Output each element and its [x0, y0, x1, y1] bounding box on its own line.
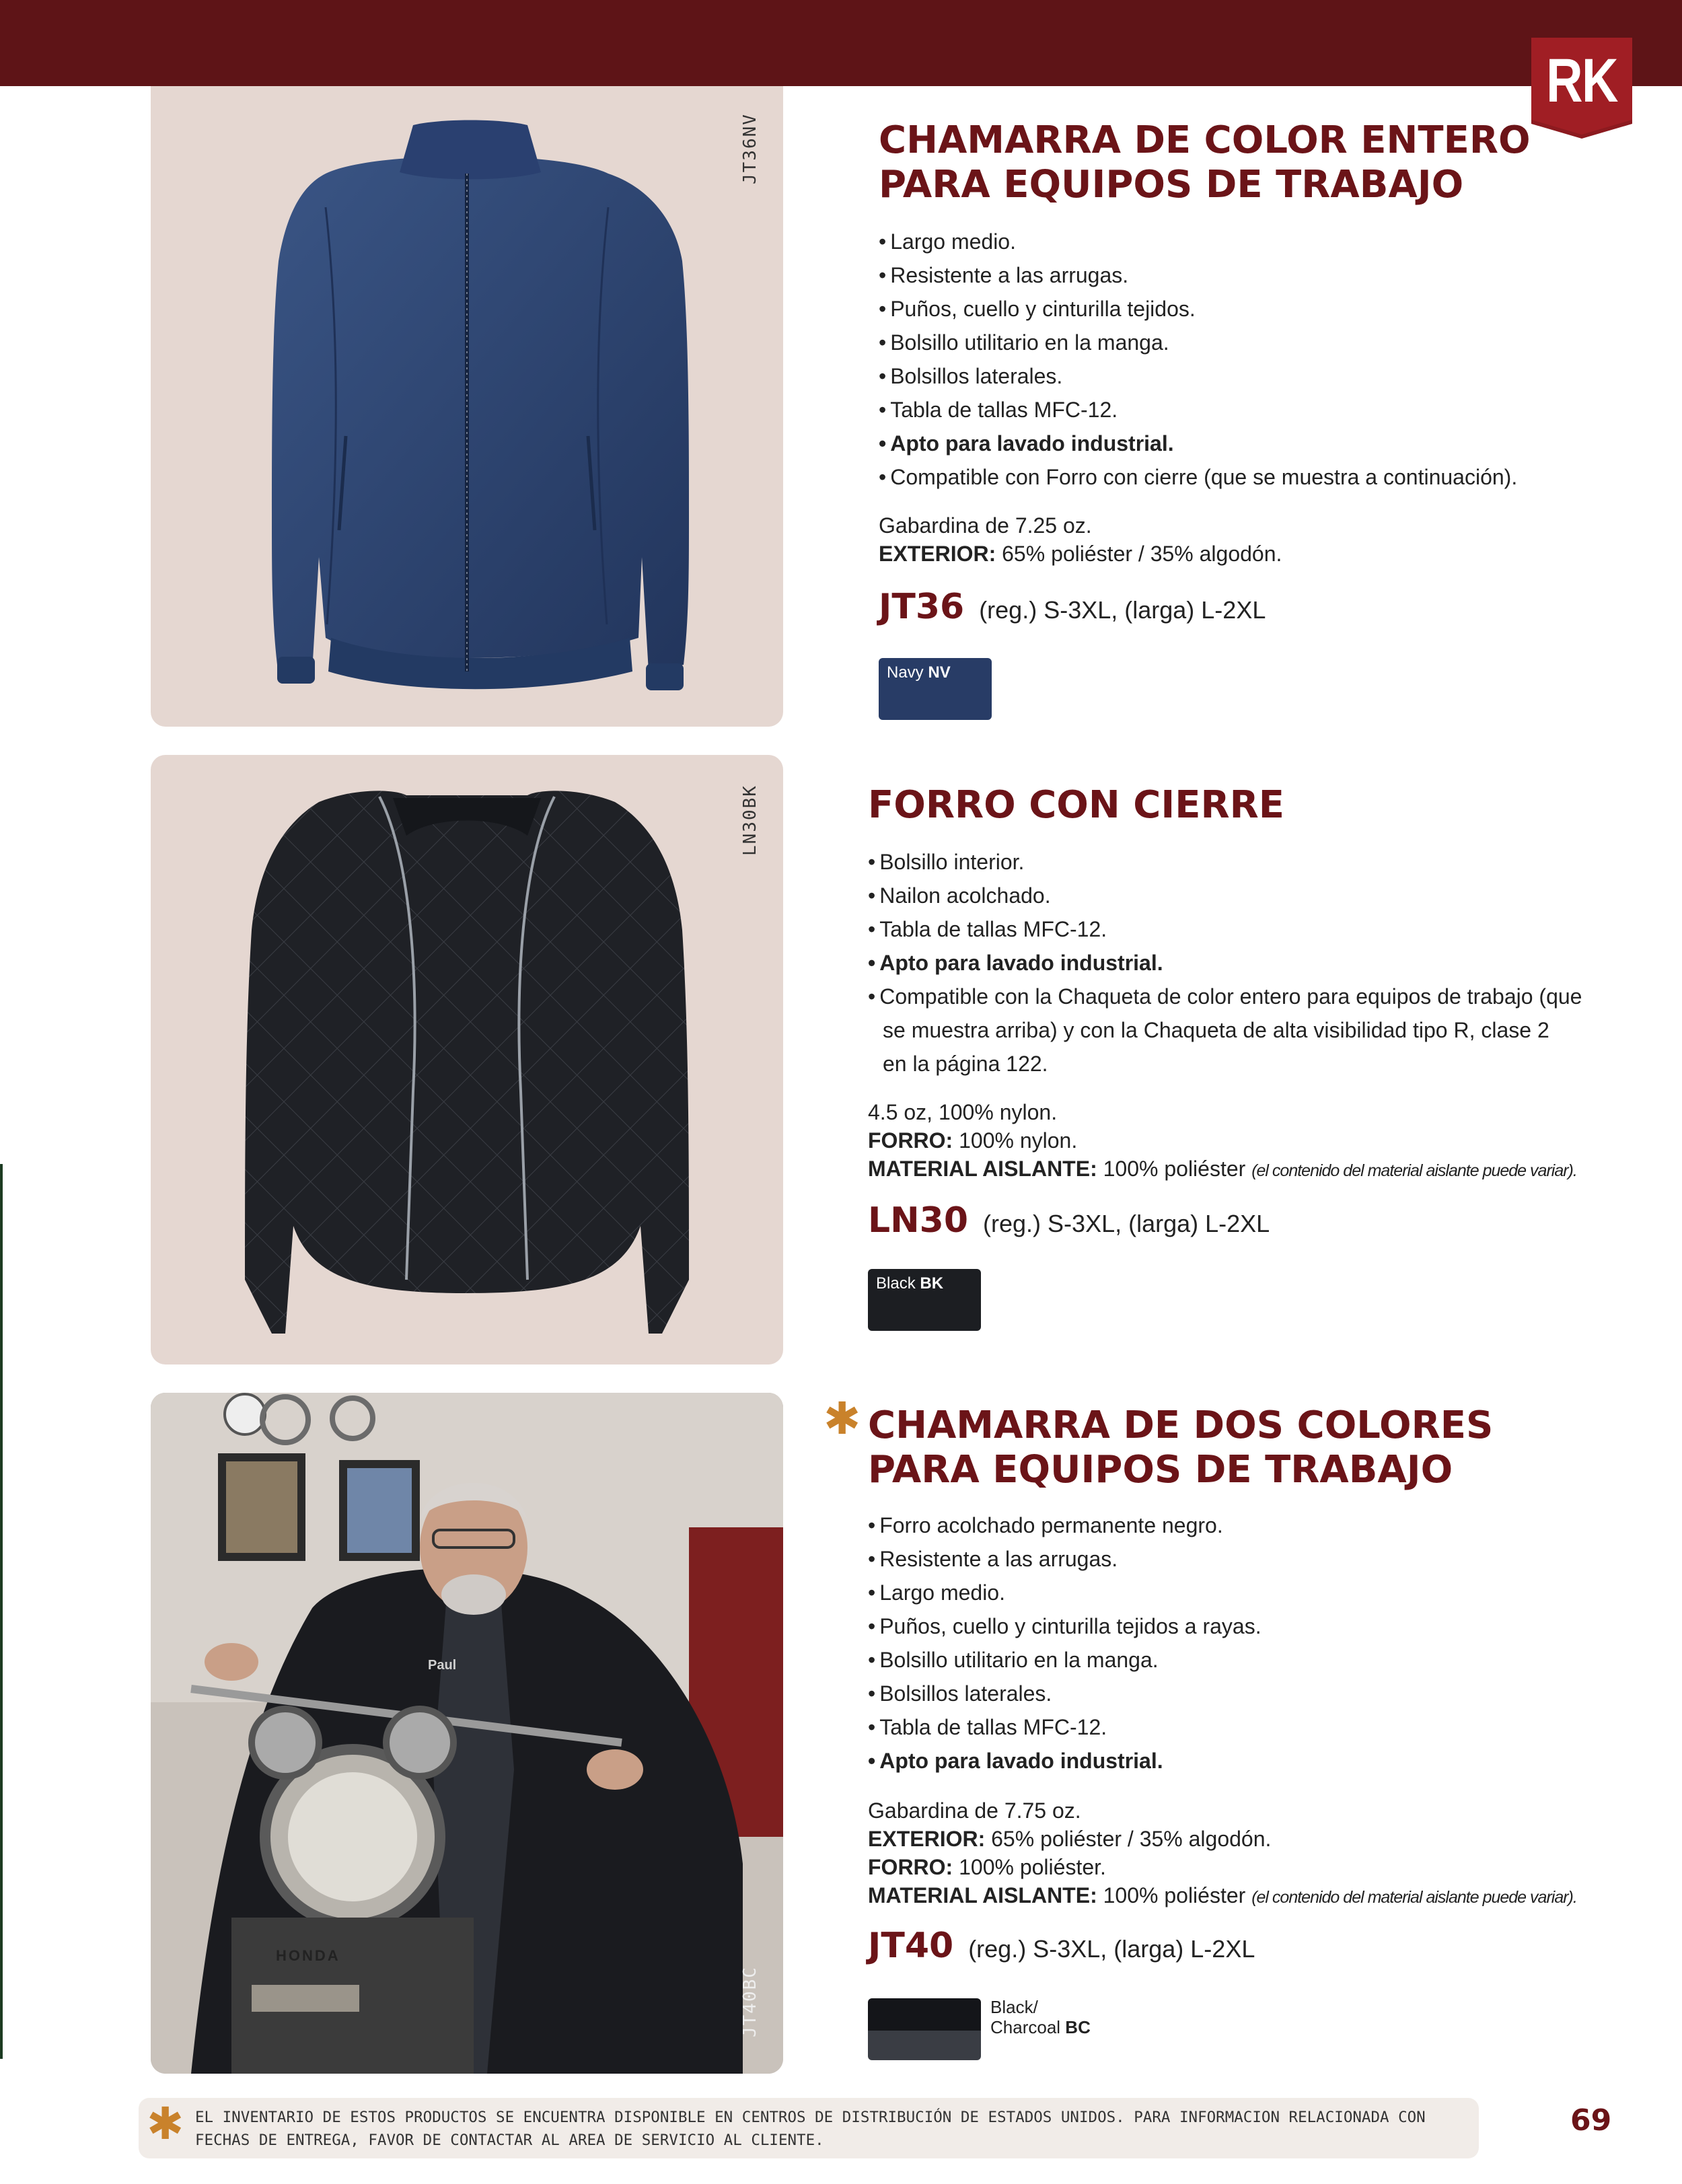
- feature-item: • Largo medio.: [868, 1576, 1608, 1609]
- title-line: CHAMARRA DE COLOR ENTERO: [879, 118, 1531, 162]
- feature-item: • Resistente a las arrugas.: [879, 258, 1619, 292]
- product-photo-jt40: [151, 1393, 783, 2074]
- style-code: JT40: [868, 1926, 954, 1966]
- feature-item: • Bolsillo utilitario en la manga.: [879, 326, 1619, 359]
- page-number: 69: [1570, 2103, 1612, 2138]
- spec-note: (el contenido del material aislante puede variar).: [1251, 1161, 1577, 1180]
- spec-line: Gabardina de 7.75 oz.: [868, 1798, 1081, 1823]
- feature-item: • Tabla de tallas MFC-12.: [868, 1710, 1608, 1744]
- title-line: FORRO CON CIERRE: [868, 783, 1284, 827]
- spec-value: 100% poliéster.: [953, 1855, 1106, 1879]
- size-range: (reg.) S-3XL, (larga) L-2XL: [983, 1210, 1270, 1237]
- feature-list-jt40: [868, 1508, 1608, 1778]
- footer-star-icon: ✱: [147, 2098, 184, 2150]
- feature-item: • Apto para lavado industrial.: [868, 946, 1635, 980]
- feature-list-jt36: [879, 225, 1619, 494]
- logo-text: RK: [1546, 46, 1617, 115]
- header-bar: [0, 0, 1682, 86]
- feature-item: • Bolsillo utilitario en la manga.: [868, 1643, 1608, 1677]
- spec-line: [868, 1126, 1577, 1155]
- feature-list-ln30: [868, 845, 1635, 1081]
- swatch-label: [887, 663, 951, 682]
- spec-label: FORRO:: [868, 1128, 953, 1153]
- size-range: (reg.) S-3XL, (larga) L-2XL: [979, 596, 1266, 624]
- swatch-color-name: Black/: [990, 1997, 1038, 2017]
- feature-item: • Bolsillos laterales.: [879, 359, 1619, 393]
- spec-label: FORRO:: [868, 1855, 953, 1879]
- side-product-code: LN30BK: [740, 785, 760, 856]
- spec-label: MATERIAL AISLANTE:: [868, 1157, 1097, 1181]
- side-product-code: JT40BC: [740, 1966, 760, 2037]
- feature-item-continued: en la página 122.: [883, 1052, 1048, 1076]
- swatch-color-code: BC: [1065, 2017, 1091, 2037]
- feature-item: • Bolsillo interior.: [868, 845, 1635, 879]
- name-patch: Paul: [428, 1658, 457, 1673]
- size-range: (reg.) S-3XL, (larga) L-2XL: [968, 1935, 1255, 1963]
- product-photo-jt36: [151, 86, 783, 727]
- product-title-jt40: [868, 1404, 1493, 1492]
- swatch-color-code: NV: [928, 663, 951, 682]
- feature-item: • Resistente a las arrugas.: [868, 1542, 1608, 1576]
- fabric-spec-jt40: [868, 1796, 1577, 1912]
- title-line: PARA EQUIPOS DE TRABAJO: [868, 1448, 1453, 1492]
- swatch-label: [990, 1997, 1091, 2037]
- feature-item: • Forro acolchado permanente negro.: [868, 1508, 1608, 1542]
- feature-item: • Puños, cuello y cinturilla tejidos.: [879, 292, 1619, 326]
- title-line: CHAMARRA DE DOS COLORES: [868, 1404, 1494, 1447]
- bike-badge: HONDA: [276, 1947, 340, 1964]
- product-title-jt36: [879, 118, 1531, 207]
- title-line: PARA EQUIPOS DE TRABAJO: [879, 163, 1464, 207]
- footer-disclaimer: [195, 2106, 1473, 2152]
- fabric-spec-ln30: [868, 1098, 1577, 1185]
- style-code-line-jt40: [868, 1926, 1255, 1966]
- spec-line: Gabardina de 7.25 oz.: [879, 513, 1092, 538]
- feature-item: • Tabla de tallas MFC-12.: [868, 912, 1635, 946]
- side-product-code: JT36NV: [740, 113, 760, 184]
- spec-label: EXTERIOR:: [879, 542, 996, 566]
- spec-label: MATERIAL AISLANTE:: [868, 1883, 1097, 1907]
- feature-item: • Tabla de tallas MFC-12.: [879, 393, 1619, 427]
- spec-value: 100% poliéster: [1097, 1157, 1252, 1181]
- color-swatch-black-charcoal: [868, 1998, 981, 2060]
- style-code: JT36: [879, 587, 965, 627]
- spec-line: [868, 1155, 1577, 1185]
- feature-item: • Apto para lavado industrial.: [868, 1744, 1608, 1778]
- feature-item: • Compatible con la Chaqueta de color entero para equipos de trabajo (que: [868, 980, 1635, 1013]
- mechanic-motorcycle-photo: [151, 1393, 783, 2074]
- brand-logo: [1531, 38, 1632, 139]
- style-code-line-jt36: [879, 587, 1266, 627]
- page-edge-strip: [0, 1164, 3, 2059]
- feature-item: • Apto para lavado industrial.: [879, 427, 1619, 460]
- feature-item: • Bolsillos laterales.: [868, 1677, 1608, 1710]
- footer-line: FECHAS DE ENTREGA, FAVOR DE CONTACTAR AL AREA DE SERVICIO AL CLIENTE.: [195, 2132, 824, 2149]
- style-code-line-ln30: [868, 1200, 1270, 1241]
- quilted-liner-illustration: [151, 755, 783, 1364]
- spec-value: 65% poliéster / 35% algodón.: [985, 1827, 1272, 1851]
- feature-item: • Puños, cuello y cinturilla tejidos a rayas.: [868, 1609, 1608, 1643]
- fabric-spec-jt36: [879, 511, 1282, 568]
- footer-line: EL INVENTARIO DE ESTOS PRODUCTOS SE ENCUENTRA DISPONIBLE EN CENTROS DE DISTRIBUCIÓN DE ESTADOS UNIDOS. PARA INFORMACION RELACIONADA CON: [195, 2109, 1426, 2126]
- feature-item: • Largo medio.: [879, 225, 1619, 258]
- spec-line: [868, 1881, 1577, 1912]
- feature-item-continued: se muestra arriba) y con la Chaqueta de alta visibilidad tipo R, clase 2: [883, 1018, 1549, 1042]
- feature-item: • Compatible con Forro con cierre (que se muestra a continuación).: [879, 460, 1619, 494]
- swatch-color-name: Black: [876, 1274, 916, 1293]
- spec-value: 65% poliéster / 35% algodón.: [996, 542, 1282, 566]
- navy-jacket-illustration: [151, 86, 783, 727]
- spec-line: [868, 1853, 1577, 1881]
- product-photo-ln30: [151, 755, 783, 1364]
- spec-label: EXTERIOR:: [868, 1827, 986, 1851]
- feature-item: • Nailon acolchado.: [868, 879, 1635, 912]
- color-swatch-navy: [879, 658, 992, 720]
- spec-value: 100% nylon.: [953, 1128, 1078, 1153]
- spec-note: (el contenido del material aislante puede variar).: [1251, 1888, 1577, 1907]
- color-swatch-black: [868, 1269, 981, 1331]
- product-title-ln30: [868, 783, 1284, 828]
- spec-value: 100% poliéster: [1097, 1883, 1252, 1907]
- swatch-label: [876, 1274, 943, 1293]
- style-code: LN30: [868, 1200, 969, 1241]
- spec-line: [879, 540, 1282, 568]
- swatch-color-code: BK: [920, 1274, 944, 1293]
- swatch-color-name: Charcoal: [990, 2017, 1061, 2037]
- spec-line: 4.5 oz, 100% nylon.: [868, 1100, 1058, 1124]
- spec-line: [868, 1825, 1577, 1853]
- swatch-color-name: Navy: [887, 663, 924, 682]
- new-item-star-icon: ✱: [824, 1393, 861, 1445]
